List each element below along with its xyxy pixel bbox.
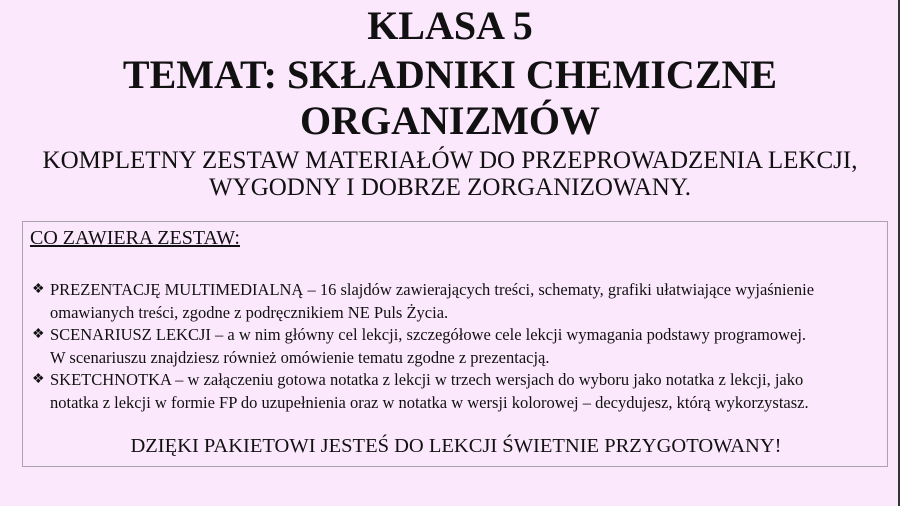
item-text-line: notatka z lekcji w formie FP do uzupełnienia oraz w notatka w wersji kolorowej – decydujesz, którą wykorzystasz.	[50, 392, 809, 412]
contents-heading: CO ZAWIERA ZESTAW:	[30, 227, 240, 249]
subtitle-line-1: KOMPLETNY ZESTAW MATERIAŁÓW DO PRZEPROWADZENIA LEKCJI,	[42, 147, 858, 174]
title-class: KLASA 5	[367, 3, 533, 48]
item-text-line: W scenariuszu znajdziesz również omówienie tematu zgodne z prezentacją.	[50, 347, 550, 367]
title-topic: TEMAT: SKŁADNIKI CHEMICZNE	[122, 52, 778, 97]
item-text-line: SKETCHNOTKA – w załączeniu gotowa notatka z lekcji w trzech wersjach do wyboru jako notatka z lekcji, jako	[50, 370, 804, 389]
closing-statement: DZIĘKI PAKIETOWI JESTEŚ DO LEKCJI ŚWIETNIE PRZYGOTOWANY!	[130, 435, 782, 457]
list-item-presentation	[32, 279, 814, 324]
list-item-scenario	[32, 324, 814, 369]
title-topic-cont: ORGANIZMÓW	[300, 98, 600, 143]
diamond-bullet-icon: ❖	[32, 327, 45, 342]
subtitle-line-2: WYGODNY I DOBRZE ZORGANIZOWANY.	[209, 174, 691, 201]
diamond-bullet-icon: ❖	[32, 282, 45, 297]
contents-box	[22, 221, 888, 467]
item-text-line: PREZENTACJĘ MULTIMEDIALNĄ – 16 slajdów zawierających treści, schematy, grafiki ułatwiające wyjaśnienie	[50, 280, 815, 299]
diamond-bullet-icon: ❖	[32, 372, 45, 387]
item-text-line: omawianych treści, zgodne z podręcznikiem NE Puls Życia.	[50, 302, 449, 322]
item-text-line: SCENARIUSZ LEKCJI – a w nim główny cel lekcji, szczegółowe cele lekcji wymagania podstawy programowej.	[50, 325, 807, 344]
list-item-sketchnote	[32, 369, 814, 414]
contents-list	[32, 279, 814, 414]
